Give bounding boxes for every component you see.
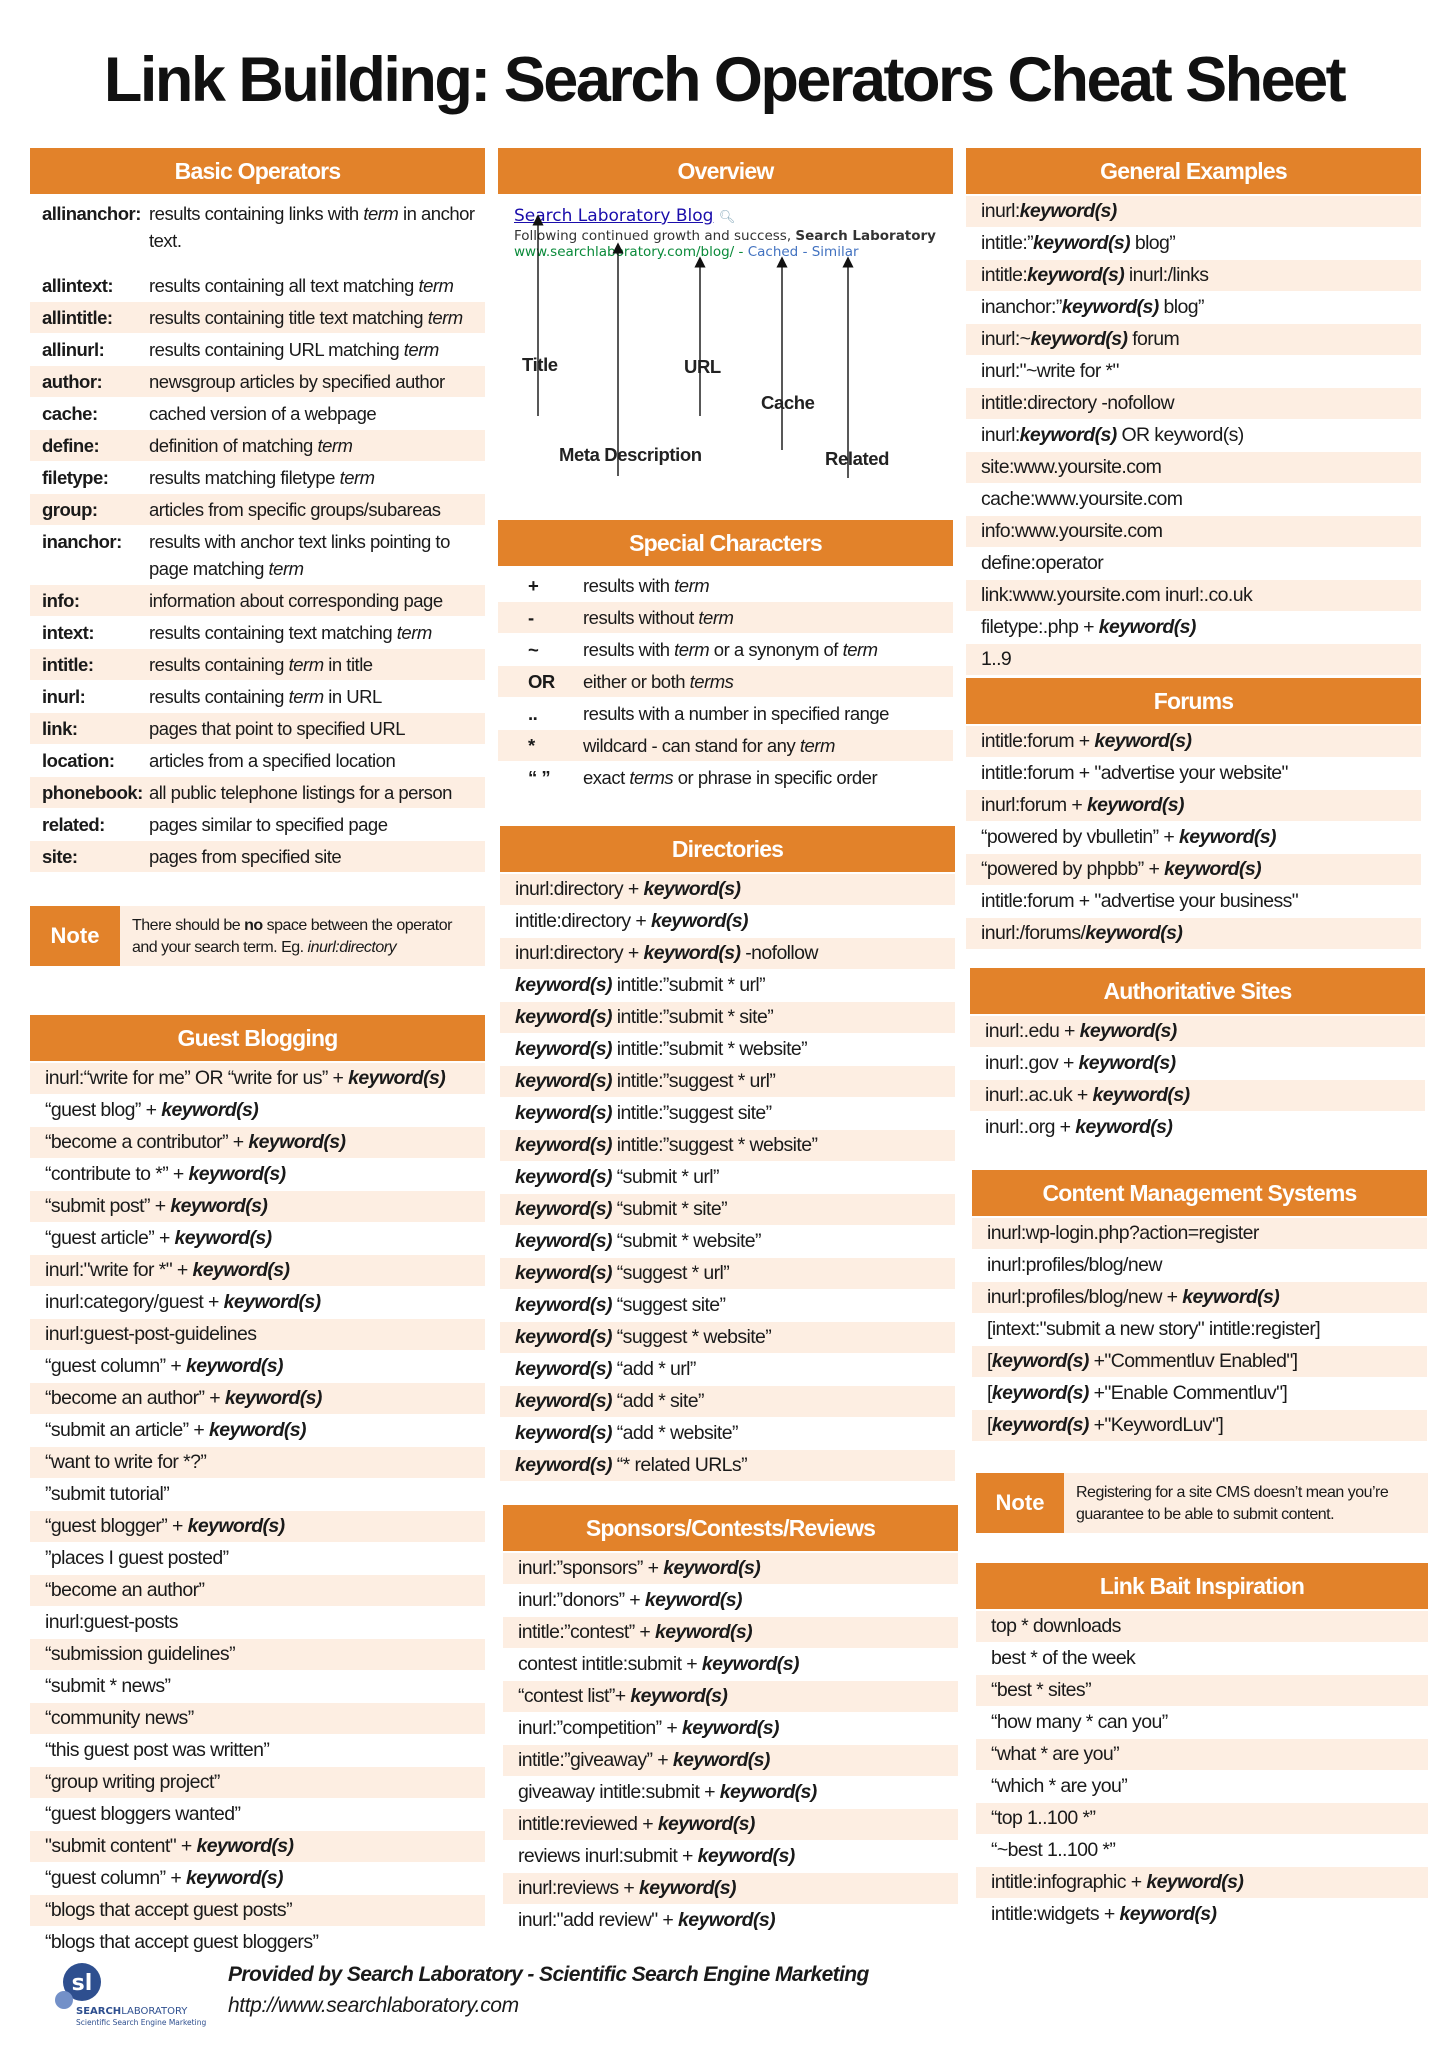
guest-blogging-section — [30, 1015, 485, 1959]
note-text: Registering for a site CMS doesn’t mean you’re guarantee to be able to submit content. — [1076, 1484, 1389, 1523]
cms-row: [keyword(s) +"Enable Commentluv"] — [972, 1378, 1427, 1410]
general-example-row: inurl:"~write for *" — [966, 356, 1421, 388]
directory-row: keyword(s) “add * url” — [500, 1354, 955, 1386]
operator-name: allintitle: — [42, 307, 113, 328]
special-characters-section — [498, 520, 953, 794]
forums-section — [966, 678, 1421, 950]
note-text: There should be no space between the operator and your search term. Eg. inurl:directory — [132, 917, 452, 956]
sponsor-row: intitle:reviewed + keyword(s) — [503, 1809, 958, 1841]
serp-similar-link[interactable]: Similar — [811, 244, 859, 260]
guest-blogging-header: Guest Blogging — [30, 1015, 485, 1061]
operator-row — [30, 366, 485, 398]
basic-operators-section — [30, 148, 485, 873]
special-char-description: either or both terms — [583, 671, 734, 692]
search-laboratory-logo: sl SEARCHLABORATORY Scientific Search Engine Marketing — [42, 1960, 222, 2030]
operator-row — [30, 617, 485, 649]
guest-blogging-row: “guest article” + keyword(s) — [30, 1223, 485, 1255]
basic-operators-list — [30, 194, 485, 873]
note-cms-registration — [976, 1473, 1428, 1533]
special-char-row — [498, 570, 953, 602]
special-char-description: results with term — [583, 575, 710, 596]
link-bait-row: “how many * can you” — [976, 1707, 1428, 1739]
label-related: Related — [825, 448, 890, 469]
special-char-row — [498, 762, 953, 794]
sponsors-header: Sponsors/Contests/Reviews — [503, 1505, 958, 1551]
general-example-row: link:www.yoursite.com inurl:.co.uk — [966, 580, 1421, 612]
directory-row: keyword(s) “add * website” — [500, 1418, 955, 1450]
general-example-row: inanchor:”keyword(s) blog” — [966, 292, 1421, 324]
directory-row: keyword(s) intitle:”submit * url” — [500, 970, 955, 1002]
footer-provided-by: Provided by Search Laboratory - Scientific Search Engine Marketing — [228, 1963, 869, 1986]
forums-list — [966, 724, 1421, 950]
directory-row: keyword(s) “submit * site” — [500, 1194, 955, 1226]
special-char-description: exact terms or phrase in specific order — [583, 767, 878, 788]
directory-row: keyword(s) intitle:”suggest site” — [500, 1098, 955, 1130]
special-char-description: wildcard - can stand for any term — [583, 735, 835, 756]
special-char-description: results without term — [583, 607, 734, 628]
overview-header: Overview — [498, 148, 953, 194]
guest-blogging-row: “become a contributor” + keyword(s) — [30, 1127, 485, 1159]
special-char-symbol: + — [528, 575, 539, 596]
directories-section — [500, 826, 955, 1482]
link-bait-row: intitle:widgets + keyword(s) — [976, 1899, 1428, 1931]
special-char-description: results with term or a synonym of term — [583, 639, 878, 660]
link-bait-header: Link Bait Inspiration — [976, 1563, 1428, 1609]
operator-row — [30, 462, 485, 494]
operator-name: intitle: — [42, 654, 94, 675]
sponsor-row: reviews inurl:submit + keyword(s) — [503, 1841, 958, 1873]
general-example-row: cache:www.yoursite.com — [966, 484, 1421, 516]
sponsor-row: giveaway intitle:submit + keyword(s) — [503, 1777, 958, 1809]
general-example-row: intitle:directory -nofollow — [966, 388, 1421, 420]
forum-row: “powered by phpbb” + keyword(s) — [966, 854, 1421, 886]
search-icon: 🔍︎ — [718, 210, 736, 225]
operator-description: results containing term in title — [149, 654, 373, 675]
forum-row: “powered by vbulletin” + keyword(s) — [966, 822, 1421, 854]
special-char-symbol: .. — [528, 703, 538, 724]
guest-blogging-row: “submit * news” — [30, 1671, 485, 1703]
authoritative-row: inurl:.gov + keyword(s) — [970, 1048, 1425, 1080]
guest-blogging-row: inurl:“write for me” OR “write for us” + keyword(s) — [30, 1063, 485, 1095]
operator-description: results with anchor text links pointing to page matching term — [149, 531, 450, 579]
general-examples-list — [966, 194, 1421, 676]
guest-blogging-row: “this guest post was written” — [30, 1735, 485, 1767]
guest-blogging-list — [30, 1061, 485, 1959]
forum-row: inurl:/forums/keyword(s) — [966, 918, 1421, 950]
link-bait-row: “~best 1..100 *” — [976, 1835, 1428, 1867]
directory-row: keyword(s) “suggest site” — [500, 1290, 955, 1322]
guest-blogging-row: “become an author” + keyword(s) — [30, 1383, 485, 1415]
operator-name: inanchor: — [42, 531, 122, 552]
cms-row: inurl:profiles/blog/new + keyword(s) — [972, 1282, 1427, 1314]
operator-name: allintext: — [42, 275, 114, 296]
general-example-row: intitle:”keyword(s) blog” — [966, 228, 1421, 260]
operator-description: results containing text matching term — [149, 622, 432, 643]
forum-row: intitle:forum + "advertise your website" — [966, 758, 1421, 790]
guest-blogging-row: “become an author” — [30, 1575, 485, 1607]
operator-row — [30, 494, 485, 526]
guest-blogging-row: ”places I guest posted” — [30, 1543, 485, 1575]
directory-row: intitle:directory + keyword(s) — [500, 906, 955, 938]
cms-row: [intext:"submit a new story" intitle:register] — [972, 1314, 1427, 1346]
operator-description: information about corresponding page — [149, 590, 443, 611]
operator-row — [30, 777, 485, 809]
authoritative-sites-list — [970, 1014, 1425, 1144]
operator-row — [30, 745, 485, 777]
directory-row: keyword(s) intitle:”suggest * url” — [500, 1066, 955, 1098]
link-bait-row: “best * sites” — [976, 1675, 1428, 1707]
special-char-row — [498, 634, 953, 666]
operator-description: articles from a specified location — [149, 750, 396, 771]
link-bait-row: “top 1..100 *” — [976, 1803, 1428, 1835]
operator-name: location: — [42, 750, 115, 771]
general-examples-section — [966, 148, 1421, 676]
note-label: Note — [30, 906, 120, 966]
general-example-row: info:www.yoursite.com — [966, 516, 1421, 548]
directory-row: inurl:directory + keyword(s) -nofollow — [500, 938, 955, 970]
operator-name: link: — [42, 718, 78, 739]
authoritative-row: inurl:.ac.uk + keyword(s) — [970, 1080, 1425, 1112]
sponsors-list — [503, 1551, 958, 1937]
guest-blogging-row: “guest column” + keyword(s) — [30, 1863, 485, 1895]
serp-description: Following continued growth and success, — [514, 228, 796, 244]
forum-row: intitle:forum + "advertise your business" — [966, 886, 1421, 918]
operator-name: site: — [42, 846, 78, 867]
operator-row — [30, 713, 485, 745]
sponsor-row: inurl:”donors” + keyword(s) — [503, 1585, 958, 1617]
note-label: Note — [976, 1473, 1064, 1533]
general-example-row: intitle:keyword(s) inurl:/links — [966, 260, 1421, 292]
operator-description: newsgroup articles by specified author — [149, 371, 445, 392]
guest-blogging-row: “want to write for *?” — [30, 1447, 485, 1479]
directory-row: keyword(s) “suggest * website” — [500, 1322, 955, 1354]
operator-description: results containing term in URL — [149, 686, 382, 707]
operator-description: results containing links with term in anchor text. — [149, 203, 475, 251]
special-characters-list — [498, 566, 953, 794]
guest-blogging-row: “submit post” + keyword(s) — [30, 1191, 485, 1223]
special-char-row — [498, 730, 953, 762]
guest-blogging-row: “guest column” + keyword(s) — [30, 1351, 485, 1383]
operator-row — [30, 809, 485, 841]
authoritative-sites-section — [970, 968, 1425, 1144]
operator-description: pages from specified site — [149, 846, 342, 867]
cms-row: [keyword(s) +"KeywordLuv"] — [972, 1410, 1427, 1442]
page-title: Link Building: Search Operators Cheat Sheet — [103, 45, 1345, 115]
serp-url: www.searchlaboratory.com/blog/ — [514, 244, 735, 260]
special-char-symbol: - — [528, 607, 534, 628]
guest-blogging-row: “group writing project” — [30, 1767, 485, 1799]
operator-name: phonebook: — [42, 782, 143, 803]
operator-description: results containing URL matching term — [149, 339, 439, 360]
cms-row: inurl:profiles/blog/new — [972, 1250, 1427, 1282]
forum-row: inurl:forum + keyword(s) — [966, 790, 1421, 822]
serp-cached-link[interactable]: Cached — [747, 244, 799, 260]
directory-row: keyword(s) “submit * url” — [500, 1162, 955, 1194]
operator-row — [30, 526, 485, 585]
operator-description: results matching filetype term — [149, 467, 375, 488]
guest-blogging-row: “blogs that accept guest posts” — [30, 1895, 485, 1927]
operator-row — [30, 585, 485, 617]
operator-name: group: — [42, 499, 98, 520]
directory-row: keyword(s) “add * site” — [500, 1386, 955, 1418]
operator-description: results containing all text matching term — [149, 275, 454, 296]
sponsor-row: inurl:”competition” + keyword(s) — [503, 1713, 958, 1745]
authoritative-sites-header: Authoritative Sites — [970, 968, 1425, 1014]
directory-row: keyword(s) intitle:”submit * site” — [500, 1002, 955, 1034]
link-bait-section — [976, 1563, 1428, 1931]
cms-row: inurl:wp-login.php?action=register — [972, 1218, 1427, 1250]
guest-blogging-row: inurl:guest-post-guidelines — [30, 1319, 485, 1351]
operator-name: allinanchor: — [42, 203, 141, 224]
operator-name: intext: — [42, 622, 94, 643]
guest-blogging-row: "submit content" + keyword(s) — [30, 1831, 485, 1863]
directory-row: keyword(s) intitle:”suggest * website” — [500, 1130, 955, 1162]
operator-description: definition of matching term — [149, 435, 353, 456]
general-example-row: define:operator — [966, 548, 1421, 580]
guest-blogging-row: “guest blog” + keyword(s) — [30, 1095, 485, 1127]
special-char-symbol: “ ” — [528, 767, 551, 788]
svg-text:sl: sl — [71, 1971, 93, 1996]
authoritative-row: inurl:.org + keyword(s) — [970, 1112, 1425, 1144]
cms-section — [972, 1170, 1427, 1442]
directories-list — [500, 872, 955, 1482]
sponsor-row: inurl:"add review" + keyword(s) — [503, 1905, 958, 1937]
link-bait-row: “which * are you” — [976, 1771, 1428, 1803]
label-url: URL — [684, 356, 721, 377]
label-cache: Cache — [761, 392, 815, 413]
directory-row: keyword(s) intitle:”submit * website” — [500, 1034, 955, 1066]
operator-description: results containing title text matching term — [149, 307, 463, 328]
operator-name: inurl: — [42, 686, 86, 707]
operator-description: pages similar to specified page — [149, 814, 388, 835]
operator-name: filetype: — [42, 467, 109, 488]
sponsor-row: intitle:”giveaway” + keyword(s) — [503, 1745, 958, 1777]
special-char-symbol: ~ — [528, 639, 539, 660]
link-bait-list — [976, 1609, 1428, 1931]
guest-blogging-row: “contribute to *” + keyword(s) — [30, 1159, 485, 1191]
general-example-row: inurl:~keyword(s) forum — [966, 324, 1421, 356]
operator-row — [30, 270, 485, 302]
forum-row: intitle:forum + keyword(s) — [966, 726, 1421, 758]
guest-blogging-row: “guest bloggers wanted” — [30, 1799, 485, 1831]
operator-description: all public telephone listings for a person — [149, 782, 452, 803]
link-bait-row: best * of the week — [976, 1643, 1428, 1675]
general-example-row: site:www.yoursite.com — [966, 452, 1421, 484]
basic-operators-header: Basic Operators — [30, 148, 485, 194]
note-operator-spacing — [30, 906, 485, 966]
guest-blogging-row: “guest blogger” + keyword(s) — [30, 1511, 485, 1543]
special-char-row — [498, 602, 953, 634]
operator-row — [30, 257, 485, 270]
general-example-row: inurl:keyword(s) OR keyword(s) — [966, 420, 1421, 452]
forums-header: Forums — [966, 678, 1421, 724]
general-example-row: inurl:keyword(s) — [966, 196, 1421, 228]
footer-url[interactable]: http://www.searchlaboratory.com — [228, 1994, 519, 2017]
sponsor-row: contest intitle:submit + keyword(s) — [503, 1649, 958, 1681]
operator-description: pages that point to specified URL — [149, 718, 406, 739]
operator-row — [30, 430, 485, 462]
serp-title[interactable]: Search Laboratory Blog — [514, 206, 714, 226]
guest-blogging-row: “submit an article” + keyword(s) — [30, 1415, 485, 1447]
operator-row — [30, 681, 485, 713]
sponsor-row: intitle:”contest” + keyword(s) — [503, 1617, 958, 1649]
label-meta-description: Meta Description — [559, 444, 702, 465]
guest-blogging-row: ”submit tutorial” — [30, 1479, 485, 1511]
operator-row — [30, 334, 485, 366]
operator-name: allinurl: — [42, 339, 105, 360]
operator-name: related: — [42, 814, 105, 835]
sponsor-row: inurl:reviews + keyword(s) — [503, 1873, 958, 1905]
cms-row: [keyword(s) +"Commentluv Enabled"] — [972, 1346, 1427, 1378]
sponsor-row: “contest list”+ keyword(s) — [503, 1681, 958, 1713]
operator-name: define: — [42, 435, 100, 456]
directory-row: keyword(s) “* related URLs” — [500, 1450, 955, 1482]
guest-blogging-row: inurl:"write for *" + keyword(s) — [30, 1255, 485, 1287]
guest-blogging-row: “blogs that accept guest bloggers” — [30, 1927, 485, 1959]
guest-blogging-row: inurl:guest-posts — [30, 1607, 485, 1639]
guest-blogging-row: “submission guidelines” — [30, 1639, 485, 1671]
cms-list — [972, 1216, 1427, 1442]
link-bait-row: “what * are you” — [976, 1739, 1428, 1771]
operator-name: author: — [42, 371, 103, 392]
operator-row — [30, 649, 485, 681]
sponsors-section — [503, 1505, 958, 1937]
guest-blogging-row: “community news” — [30, 1703, 485, 1735]
general-examples-header: General Examples — [966, 148, 1421, 194]
operator-row — [30, 198, 485, 257]
operator-row — [30, 398, 485, 430]
operator-name: cache: — [42, 403, 98, 424]
sponsor-row: inurl:”sponsors” + keyword(s) — [503, 1553, 958, 1585]
link-bait-row: intitle:infographic + keyword(s) — [976, 1867, 1428, 1899]
special-char-symbol: * — [528, 735, 535, 756]
directory-row: keyword(s) “submit * website” — [500, 1226, 955, 1258]
directory-row: keyword(s) “suggest * url” — [500, 1258, 955, 1290]
general-example-row: filetype:.php + keyword(s) — [966, 612, 1421, 644]
directories-header: Directories — [500, 826, 955, 872]
general-example-row: 1..9 — [966, 644, 1421, 676]
cms-header: Content Management Systems — [972, 1170, 1427, 1216]
serp-snippet: Search Laboratory Blog 🔍︎ Following continued growth and success, Search Laboratory www.searchlaboratory.com/blog/ - Cached - Similar — [514, 206, 936, 260]
special-characters-header: Special Characters — [498, 520, 953, 566]
special-char-row — [498, 698, 953, 730]
link-bait-row: top * downloads — [976, 1611, 1428, 1643]
label-title: Title — [522, 354, 558, 375]
special-char-description: results with a number in specified range — [583, 703, 889, 724]
operator-description: articles from specific groups/subareas — [149, 499, 441, 520]
authoritative-row: inurl:.edu + keyword(s) — [970, 1016, 1425, 1048]
special-char-row — [498, 666, 953, 698]
special-char-symbol: OR — [528, 671, 555, 692]
operator-name: info: — [42, 590, 80, 611]
operator-row — [30, 841, 485, 873]
operator-row — [30, 302, 485, 334]
operator-description: cached version of a webpage — [149, 403, 377, 424]
directory-row: inurl:directory + keyword(s) — [500, 874, 955, 906]
overview-section — [498, 148, 953, 500]
guest-blogging-row: inurl:category/guest + keyword(s) — [30, 1287, 485, 1319]
